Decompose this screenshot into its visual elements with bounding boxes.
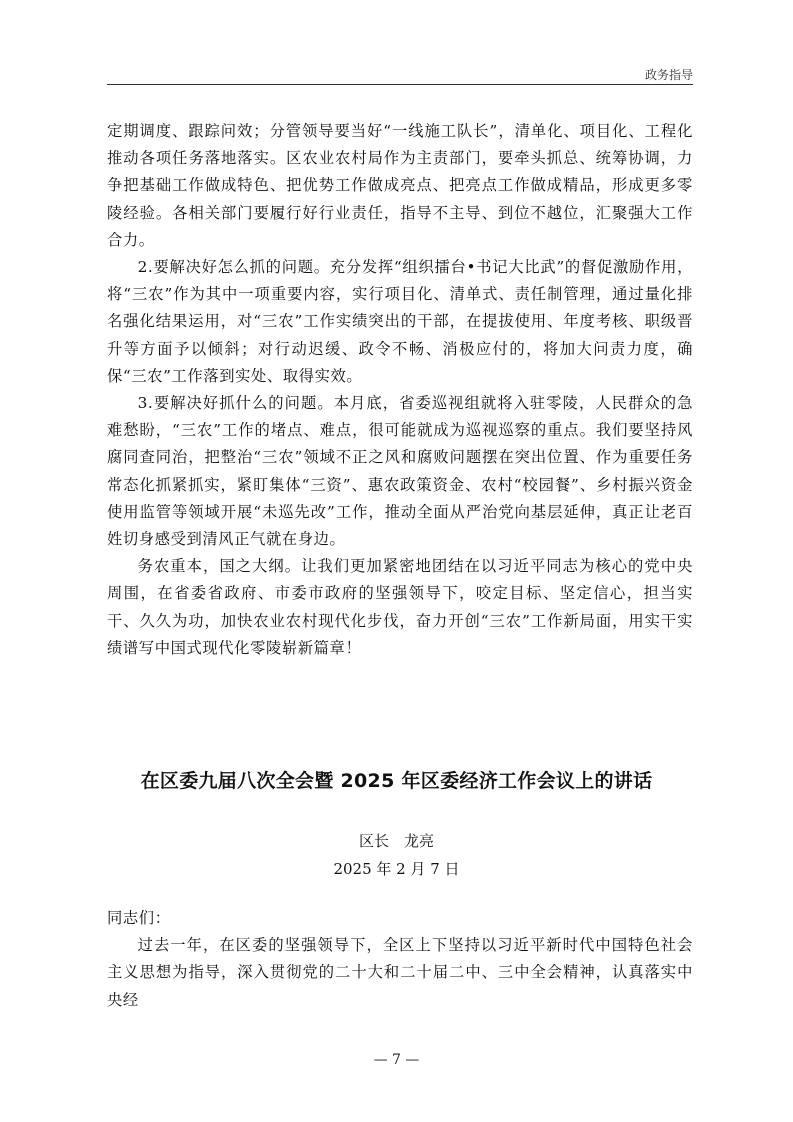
paragraph-point-3: 3.要解决好抓什么的问题。本月底，省委巡视组就将入驻零陵，人民群众的急难愁盼，“三农”工作的堵点、难点，很可能就成为巡视巡察的重点。我们要坚持风腐同查同治，把整治“三农”领域不正之风和腐败问题摆在突出位置、作为重要任务常态化抓紧抓实，紧盯集体“三资”、惠农政策资金、农村“校园餐”、乡村振兴资金使用监管等领域开展“未巡先改”工作，推动全面从严治党向基层延伸，真正让老百姓切身感受到清风正气就在身边。 [107,394,693,549]
page-number: — 7 — [373,1052,420,1068]
speech-date: 2025 年 2 月 7 日 [333,860,460,878]
speech-salutation: 同志们： [107,909,171,927]
page-header [107,54,693,85]
speech-author: 区长 龙亮 [358,832,434,850]
speech-body [107,905,693,1014]
header-section-label: 政务指导 [644,68,693,82]
paragraph-closing: 务农重本，国之大纲。让我们更加紧密地团结在以习近平同志为核心的党中央周围，在省委省政府、市委市政府的坚强领导下，咬定目标、坚定信心，担当实干、久久为功，加快农业农村现代化步伐，奋力开创“三农”工作新局面，用实干实绩谱写中国式现代化零陵崭新篇章！ [107,557,693,657]
article-body [107,118,693,662]
paragraph-point-2: 2.要解决好怎么抓的问题。充分发挥“组织擂台•书记大比武”的督促激励作用，将“三农”作为其中一项重要内容，实行项目化、清单式、责任制管理，通过量化排名强化结果运用，对“三农”工作实绩突出的干部，在提拔使用、年度考核、职级晋升等方面予以倾斜；对行动迟缓、政令不畅、消极应付的，将加大问责力度，确保“三农”工作落到实处、取得实效。 [107,258,693,385]
speech-opening-paragraph: 过去一年，在区委的坚强领导下，全区上下坚持以习近平新时代中国特色社会主义思想为指导，深入贯彻党的二十大和二十届二中、三中全会精神，认真落实中央经 [107,936,693,1009]
speech-title: 在区委九届八次全会暨 2025 年区委经济工作会议上的讲话 [140,770,653,792]
paragraph-continued: 定期调度、跟踪问效；分管领导要当好“一线施工队长”，清单化、项目化、工程化推动各项任务落地落实。区农业农村局作为主责部门，要牵头抓总、统筹协调，力争把基础工作做成特色、把优势工作做成亮点、把亮点工作做成精品，形成更多零陵经验。各相关部门要履行好行业责任，指导不主导、到位不越位，汇聚强大工作合力。 [107,122,693,249]
